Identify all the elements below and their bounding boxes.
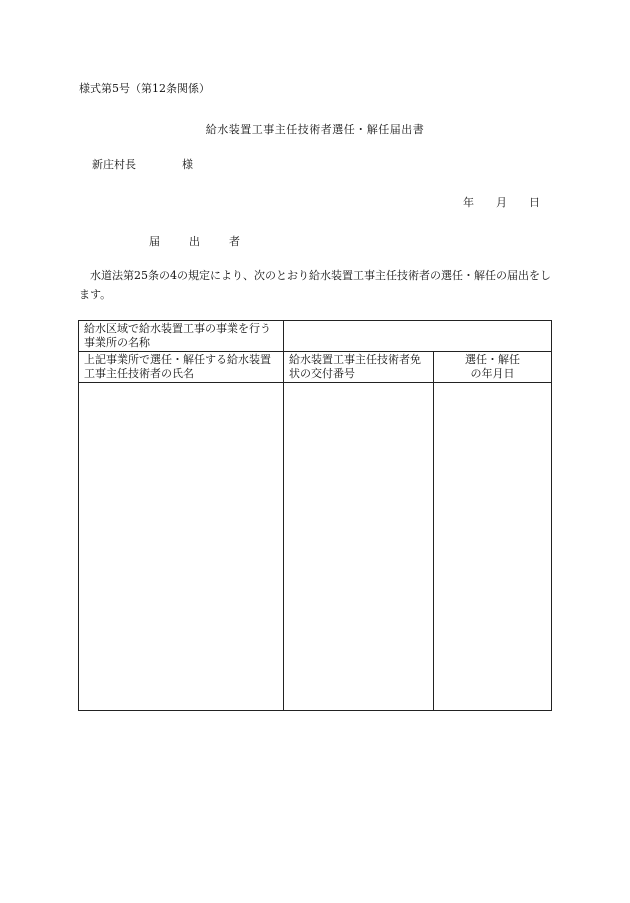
appointment-date-header-line1: 選任・解任: [465, 353, 520, 366]
date-year: 年: [463, 196, 474, 209]
addressee: [92, 156, 193, 172]
document-title: 給水装置工事主任技術者選任・解任届出書: [205, 123, 425, 136]
addressee-honorific: 様: [182, 158, 193, 171]
appointment-date-cell[interactable]: [434, 383, 552, 711]
form-number: 様式第5号（第12条関係）: [79, 82, 210, 95]
body-text: 水道法第25条の4の規定により、次のとおり給水装置工事主任技術者の選任・解任の届出をします。: [79, 269, 551, 301]
appointment-date-header: [434, 352, 552, 383]
technician-name-cell[interactable]: [79, 383, 284, 711]
office-name-field[interactable]: [284, 321, 552, 352]
license-number-cell[interactable]: [284, 383, 434, 711]
addressee-name: 新庄村長: [92, 158, 136, 171]
date-day: 日: [529, 196, 540, 209]
license-number-header: 給水装置工事主任技術者免状の交付番号: [284, 352, 434, 383]
appointment-date-header-line2: の年月日: [470, 367, 515, 380]
notification-table: [78, 320, 552, 711]
date-line: [463, 194, 540, 210]
technician-name-header: 上記事業所で選任・解任する給水装置工事主任技術者の氏名: [79, 352, 284, 383]
date-month: 月: [496, 196, 507, 209]
office-name-label: 給水区域で給水装置工事の事業を行う事業所の名称: [79, 321, 284, 352]
notifier-label: 届 出 者: [149, 235, 249, 248]
